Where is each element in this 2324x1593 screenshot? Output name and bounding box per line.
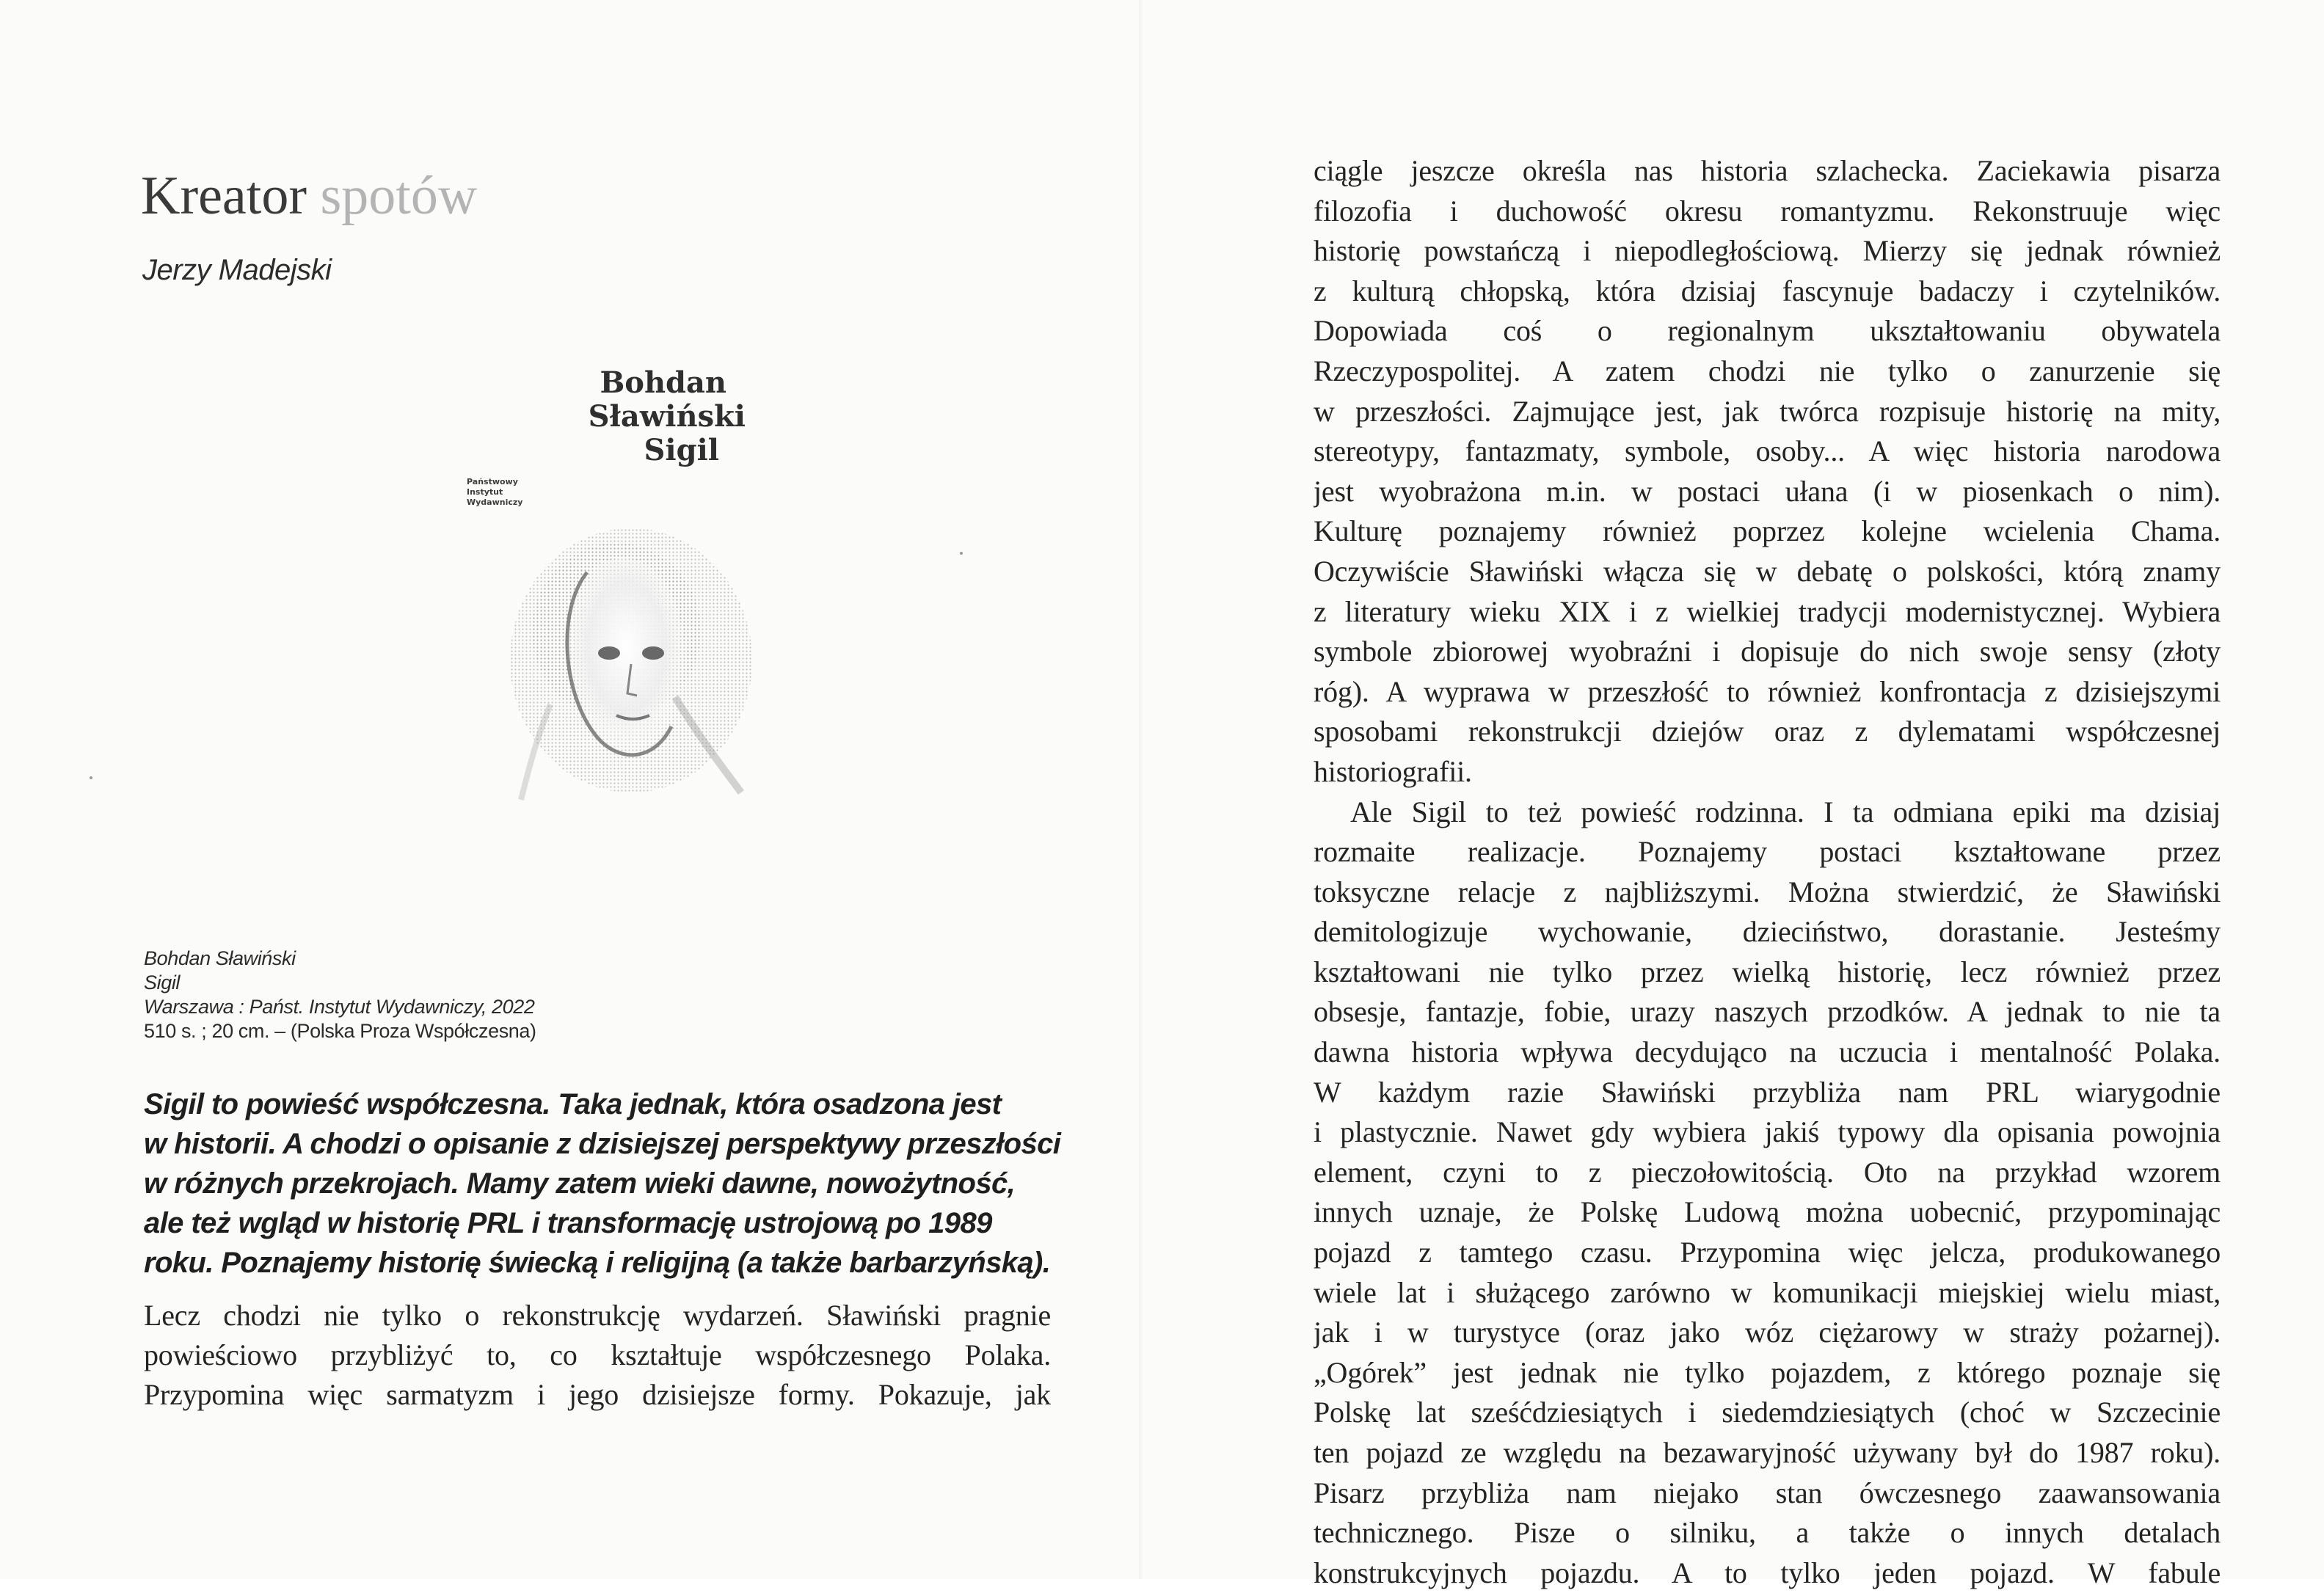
body-line: Polskę lat sześćdziesiątych i siedemdziesiątych (choć w Szczecinie — [1314, 1396, 2221, 1429]
body-line: W każdym razie Sławiński przybliża nam PRL wiarygodnie — [1314, 1075, 2221, 1109]
body-line: dawna historia wpływa decydująco na uczucia i mentalność Polaka. — [1314, 1035, 2221, 1069]
bibliographic-title: Sigil — [144, 972, 181, 994]
body-line: element, czyni to z pieczołowitością. Oto na przykład wzorem — [1314, 1155, 2221, 1189]
cover-publisher — [467, 477, 522, 508]
body-line: historię powstańczą i niepodległościową. Mierzy się jednak również — [1314, 234, 2221, 268]
body-line: Dopowiada coś o regionalnym ukształtowaniu obywatela — [1314, 314, 2221, 348]
article-lead — [144, 1085, 1068, 1283]
body-line: Ale Sigil to też powieść rodzinna. I ta odmiana epiki ma dzisiaj — [1350, 795, 2221, 828]
left-page — [0, 0, 1145, 1579]
cover-publisher-line: Wydawniczy — [467, 497, 523, 507]
body-line: kształtowani nie tylko przez wielką historię, lecz również przez — [1314, 955, 2221, 988]
scan-speck — [90, 776, 92, 779]
body-line: technicznego. Pisze o silniku, a także o innych detalach — [1314, 1516, 2221, 1550]
lead-line: roku. Poznajemy historię świecką i religijną (a także barbarzyńską). — [144, 1247, 1051, 1279]
body-line: stereotypy, fantazmaty, symbole, osoby... A więc historia narodowa — [1314, 434, 2221, 468]
bibliographic-note — [144, 947, 536, 1043]
body-line: powieściowo przybliżyć to, co kształtuje współczesnego Polaka. — [144, 1338, 1051, 1371]
body-line: filozofia i duchowość okresu romantyzmu. Rekonstruuje więc — [1314, 194, 2221, 227]
body-line: ciągle jeszcze określa nas historia szlachecka. Zaciekawia pisarza — [1314, 154, 2221, 187]
article-title-main: Kreator — [141, 166, 307, 226]
body-line: innych uznaje, że Polskę Ludową można uobecnić, przypominając — [1314, 1195, 2221, 1229]
bibliographic-imprint: Warszawa : Państ. Instytut Wydawniczy, 2022 — [144, 996, 535, 1018]
article-title-accent: spotów — [320, 166, 478, 226]
body-line: Pisarz przybliża nam niejako stan ówczesnego zaawansowania — [1314, 1476, 2221, 1509]
bibliographic-physical-description: 510 s. ; 20 cm. – (Polska Proza Współczesna) — [144, 1020, 536, 1042]
scan-speck — [960, 552, 963, 555]
body-line: „Ogórek” jest jednak nie tylko pojazdem, z którego poznaje się — [1314, 1355, 2221, 1389]
body-line: Przypomina więc sarmatyzm i jego dzisiejsze formy. Pokazuje, jak — [144, 1378, 1051, 1411]
cover-publisher-line: Państwowy — [467, 477, 518, 486]
cover-face-illustration — [506, 521, 756, 814]
lead-line: Sigil to powieść współczesna. Taka jednak, która osadzona jest — [144, 1088, 1002, 1120]
body-line: toksyczne relacje z najbliższymi. Można stwierdzić, że Sławiński — [1314, 875, 2221, 908]
bibliographic-author: Bohdan Sławiński — [144, 947, 296, 969]
body-line: wiele lat i służącego zarówno w komunikacji miejskiej wielu miast, — [1314, 1275, 2221, 1309]
body-line: pojazd z tamtego czasu. Przypomina więc jelcza, produkowanego — [1314, 1236, 2221, 1269]
body-line: ten pojazd ze względu na bezawaryjność używany był do 1987 roku). — [1314, 1436, 2221, 1469]
body-line: Lecz chodzi nie tylko o rekonstrukcję wydarzeń. Sławiński pragnie — [144, 1299, 1051, 1332]
body-line: jak i w turystyce (oraz jako wóz ciężarowy w straży pożarnej). — [1314, 1316, 2221, 1349]
body-line: konstrukcyjnych pojazdu. A to tylko jeden pojazd. W fabule — [1314, 1556, 2221, 1589]
body-line: obsesje, fantazje, fobie, urazy naszych przodków. A jednak to nie ta — [1314, 995, 2221, 1029]
body-line: rozmaite realizacje. Poznajemy postaci kształtowane przez — [1314, 835, 2221, 869]
cover-book-title: Sigil — [644, 433, 719, 467]
body-line: Rzeczypospolitej. A zatem chodzi nie tylko o zanurzenie się — [1314, 354, 2221, 387]
body-line: w przeszłości. Zajmujące jest, jak twórca rozpisuje historię na mity, — [1314, 394, 2221, 428]
lead-line: ale też wgląd w historię PRL i transformację ustrojową po 1989 — [144, 1207, 992, 1239]
body-line: Oczywiście Sławiński włącza się w debatę o polskości, którą znamy — [1314, 554, 2221, 588]
lead-line: w historii. A chodzi o opisanie z dzisiejszej perspektywy przeszłości — [144, 1128, 1061, 1160]
book-cover — [440, 345, 778, 836]
body-line: z kulturą chłopską, która dzisiaj fascynuje badaczy i czytelników. — [1314, 274, 2221, 307]
article-title — [141, 163, 477, 229]
body-line: Kulturę poznajemy również poprzez kolejne wcielenia Chama. — [1314, 514, 2221, 548]
body-line: z literatury wieku XIX i z wielkiej tradycji modernistycznej. Wybiera — [1314, 594, 2221, 628]
lead-line: w różnych przekrojach. Mamy zatem wieki dawne, nowożytność, — [144, 1167, 1016, 1200]
body-line: róg). A wyprawa w przeszłość to również konfrontacja z dzisiejszymi — [1314, 674, 2221, 708]
cover-author-first-name: Bohdan — [600, 365, 726, 400]
body-line: symbole zbiorowej wyobraźni i dopisuje do nich swoje sensy (złoty — [1314, 635, 2221, 668]
cover-author-last-name: Sławiński — [588, 399, 746, 434]
body-line: demitologizuje wychowanie, dzieciństwo, dorastanie. Jesteśmy — [1314, 915, 2221, 949]
cover-publisher-line: Instytut — [467, 487, 503, 497]
body-line: jest wyobrażona m.in. w postaci ułana (i w piosenkach o nim). — [1314, 474, 2221, 508]
body-line: i plastycznie. Nawet gdy wybiera jakiś typowy dla opisania powojnia — [1314, 1115, 2221, 1149]
right-body-text — [1314, 151, 2221, 1593]
body-line: historiografii. — [1314, 754, 1472, 788]
body-line: sposobami rekonstrukcji dziejów oraz z dylematami współczesnej — [1314, 715, 2221, 748]
left-body-text — [144, 1296, 1051, 1415]
article-author: Jerzy Madejski — [142, 254, 332, 286]
